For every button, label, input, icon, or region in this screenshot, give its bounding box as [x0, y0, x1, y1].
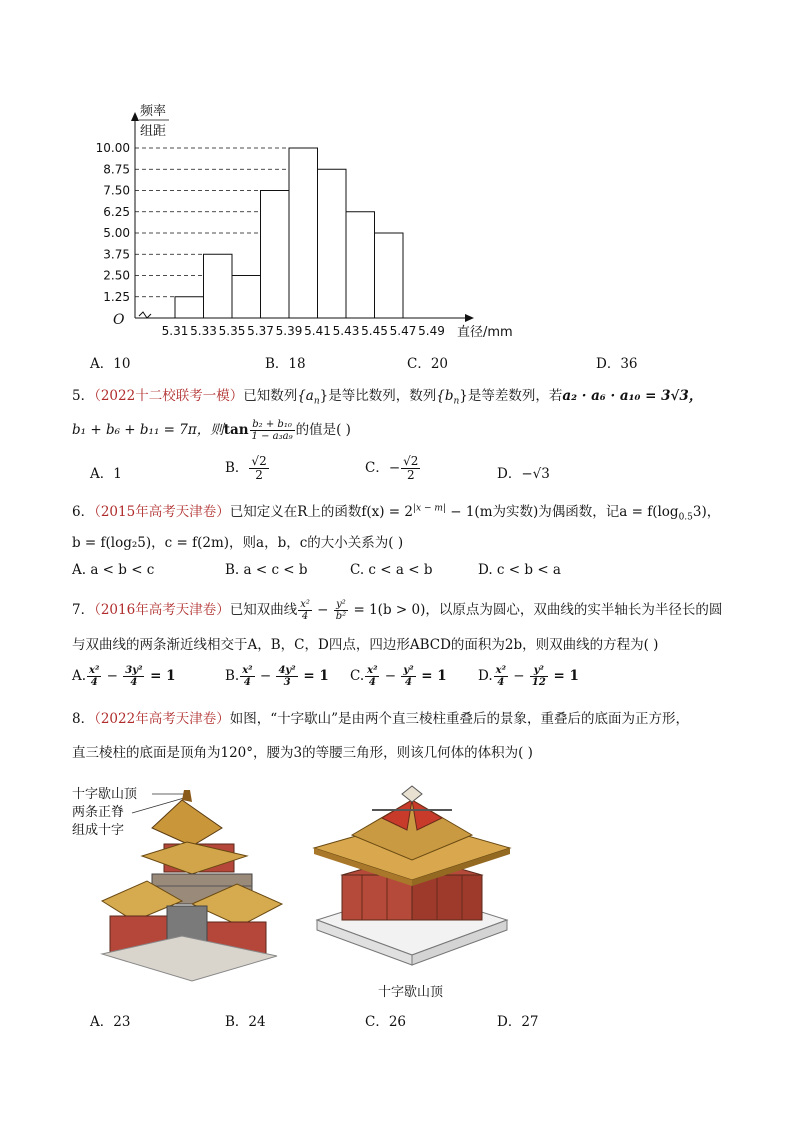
q8-option-b[interactable]: B．24 — [225, 1014, 266, 1030]
q8-text1: 如图，“十字歇山”是由两个直三棱柱重叠后的景象，重叠后的底面为正方形， — [229, 711, 690, 727]
x-tick-label: 5.43 — [332, 324, 360, 338]
q7-option-frac2 — [276, 665, 297, 688]
x-tick-label: 5.49 — [418, 324, 445, 338]
q4-option-a[interactable]: A．10 — [90, 356, 131, 372]
q7-option-frac1 — [240, 665, 254, 688]
q8-option-c[interactable]: C．26 — [365, 1014, 407, 1030]
q7-text2: = 1(b > 0)，以原点为圆心，双曲线的实半轴长为半径长的圆 — [349, 602, 723, 618]
x-tick-label: 5.31 — [161, 324, 189, 338]
y-tick-label: 5.00 — [103, 226, 130, 240]
q7-option-frac1 — [494, 665, 508, 688]
histogram-chart — [90, 100, 540, 345]
q7-option-b[interactable] — [225, 665, 329, 688]
q7-eq-frac-a — [298, 599, 312, 622]
q4-option-b[interactable]: B．18 — [265, 356, 306, 372]
y-tick-label: 3.75 — [103, 247, 130, 262]
q7-eq-b-den: b² — [335, 611, 347, 622]
q7-option-c[interactable] — [350, 665, 447, 688]
q5-option-b-label: B． — [225, 460, 249, 476]
q5-option-c-den: 2 — [406, 468, 415, 482]
q5-frac-den: 1 − a₃a₉ — [251, 431, 293, 442]
q6-number: 6． — [72, 504, 95, 520]
q7-number: 7． — [72, 602, 95, 618]
q7-option-label: D. — [478, 668, 493, 684]
histogram-bar — [175, 297, 204, 318]
q7-option-num1: x² — [242, 665, 253, 676]
q7-eq-b-num: y² — [334, 599, 348, 611]
origin-label: O — [113, 312, 125, 328]
q7-option-d[interactable] — [478, 665, 579, 688]
q5-text: 已知数列 — [243, 388, 298, 404]
q5-option-c-num: √2 — [403, 454, 419, 468]
q4-option-c[interactable]: C．20 — [407, 356, 449, 372]
q6-exponent: |x − m| — [413, 503, 446, 514]
q5-number: 5． — [72, 388, 95, 404]
cross-hip-roof-pavilion-image — [312, 780, 512, 980]
q6-text2: − 1(m为实数)为偶函数，记a = f(log — [445, 504, 679, 520]
q7-source: （2016年高考天津卷） — [94, 602, 230, 618]
q5-bn: {b — [436, 388, 454, 404]
q7-option-frac2 — [123, 665, 144, 688]
x-tick-label: 5.37 — [247, 324, 274, 338]
y-tick-label: 8.75 — [103, 162, 130, 177]
q5-condition1: a₂ · a₆ · a₁₀ = 3√3， — [562, 388, 703, 404]
q6-option-b[interactable]: B. a < c < b — [225, 562, 308, 578]
image-caption: 十字歇山顶 — [378, 985, 444, 1000]
histogram-bar — [261, 191, 290, 319]
axis-break — [139, 312, 151, 318]
q5-option-a[interactable]: A．1 — [90, 466, 122, 482]
y-tick-label: 7.50 — [103, 183, 130, 198]
q7-option-den2: 4 — [405, 677, 412, 688]
q7-option-eq: = 1 — [145, 668, 176, 684]
q5-source: （2022十二校联考一模） — [94, 388, 244, 404]
q5-option-d[interactable]: D．−√3 — [497, 466, 550, 482]
q6-source: （2015年高考天津卷） — [94, 504, 230, 520]
q6-line1 — [72, 500, 720, 523]
q8-line1 — [72, 707, 689, 727]
q7-option-num2: 4y² — [278, 665, 296, 676]
image-label-1: 十字歇山顶 — [72, 787, 138, 802]
q5-line2 — [72, 418, 351, 442]
y-axis-arrow — [131, 112, 139, 121]
q7-option-num2: y² — [403, 665, 414, 676]
q7-option-a[interactable] — [72, 665, 176, 688]
q7-option-label: B. — [225, 668, 240, 684]
q5-text3: }是等差数列，若 — [459, 388, 563, 404]
y-axis-label-top: 频率 — [140, 104, 167, 119]
q5-an: {a — [297, 388, 314, 404]
q5-option-c-frac — [401, 455, 420, 482]
x-tick-label: 5.41 — [304, 324, 331, 338]
q7-option-den2: 3 — [283, 677, 291, 688]
q7-option-minus: − — [255, 668, 276, 684]
y-tick-label: 6.25 — [103, 204, 130, 219]
q4-option-d[interactable]: D．36 — [596, 356, 638, 372]
q7-option-label: A. — [72, 668, 87, 684]
x-tick-label: 5.39 — [275, 324, 303, 338]
histogram-bar — [346, 212, 375, 318]
x-tick-label: 5.33 — [190, 324, 217, 338]
x-tick-label: 5.47 — [389, 324, 417, 338]
x-tick-label: 5.35 — [218, 324, 246, 338]
q7-option-eq: = 1 — [298, 668, 329, 684]
q7-option-num1: x² — [89, 665, 100, 676]
y-axis-label-bottom: 组距 — [140, 124, 167, 139]
x-axis-arrow — [465, 314, 474, 322]
q5-option-b-den: 2 — [255, 468, 263, 482]
q7-option-den2: 12 — [531, 677, 546, 688]
y-tick-label: 1.25 — [103, 289, 130, 304]
q5-bn-sub: n — [453, 396, 460, 407]
q7-option-label: C. — [350, 668, 365, 684]
q6-text1: 已知定义在R上的函数f(x) = 2 — [229, 504, 413, 520]
q5-option-b-frac — [249, 455, 268, 482]
q6-option-a[interactable]: A. a < b < c — [72, 562, 155, 578]
q5-tan: tan — [223, 422, 249, 438]
q7-option-num2: 3y² — [125, 665, 143, 676]
q7-option-den2: 4 — [130, 677, 138, 688]
q7-option-den1: 4 — [243, 677, 251, 688]
q7-eq-a-den: 4 — [301, 611, 309, 622]
q7-option-num1: x² — [495, 665, 506, 676]
q5-fraction — [250, 419, 295, 442]
histogram-bar — [289, 148, 318, 318]
histogram-bar — [204, 254, 233, 318]
x-tick-label: 5.45 — [361, 324, 388, 338]
q7-eq-a-num: x² — [300, 599, 310, 610]
q7-option-minus: − — [380, 668, 401, 684]
q5-option-c-label: C．− — [365, 460, 401, 476]
histogram-bar — [375, 233, 404, 318]
q8-number: 8． — [72, 711, 95, 727]
q5-frac-num: b₂ + b₁₀ — [250, 419, 295, 431]
q7-option-frac2 — [530, 665, 548, 688]
q8-line2: 直三棱柱的底面是顶角为120°，腰为3的等腰三角形，则该几何体的体积为( ) — [72, 745, 533, 761]
q8-option-a[interactable]: A．23 — [90, 1014, 131, 1030]
y-tick-label: 2.50 — [103, 268, 130, 283]
image-label-2: 两条正脊 — [72, 805, 125, 820]
q6-line2: b = f(log₂5)，c = f(2m)，则a，b，c的大小关系为( ) — [72, 535, 404, 551]
q7-option-frac1 — [87, 665, 101, 688]
q6-log-sub: 0.5 — [678, 512, 693, 523]
q7-line2: 与双曲线的两条渐近线相交于A，B，C，D四点，四边形ABCD的面积为2b，则双曲线的方程为( ) — [72, 637, 659, 653]
y-tick-label: 10.00 — [95, 141, 130, 155]
q7-option-minus: − — [102, 668, 123, 684]
cross-hip-roof-palace-image — [72, 786, 287, 986]
q7-option-minus: − — [508, 668, 529, 684]
histogram-bar — [318, 169, 347, 318]
q5-tail: 的值是( ) — [295, 422, 351, 438]
q5-an-sub: n — [313, 396, 320, 407]
q7-text1: 已知双曲线 — [229, 602, 298, 618]
q8-option-d[interactable]: D．27 — [497, 1014, 539, 1030]
x-axis-label: 直径/mm — [457, 325, 513, 340]
histogram-bar — [232, 276, 261, 319]
q8-source: （2022年高考天津卷） — [94, 711, 230, 727]
q7-option-num2: y² — [530, 665, 548, 677]
q7-minus: − — [312, 602, 333, 618]
q7-option-eq: = 1 — [548, 668, 579, 684]
q5-option-b-num: √2 — [251, 454, 267, 468]
q5-option-b[interactable] — [225, 455, 270, 482]
image-label-3: 组成十字 — [72, 823, 125, 838]
q5-condition2: b₁ + b₆ + b₁₁ = 7π，则 — [72, 422, 224, 438]
q5-option-c[interactable] — [365, 455, 421, 482]
q7-option-frac1 — [365, 665, 379, 688]
q6-option-c[interactable]: C. c < a < b — [350, 562, 433, 578]
q7-eq-frac-b — [334, 599, 348, 622]
q7-option-den1: 4 — [90, 677, 98, 688]
q7-option-eq: = 1 — [416, 668, 447, 684]
q6-text3: 3)， — [692, 504, 721, 520]
q7-option-den1: 4 — [368, 677, 376, 688]
q5-text2: }是等比数列，数列 — [319, 388, 437, 404]
q5-line1 — [72, 384, 702, 407]
q6-option-d[interactable]: D. c < b < a — [478, 562, 561, 578]
q7-option-frac2 — [401, 665, 415, 688]
q7-option-den1: 4 — [497, 677, 505, 688]
q7-line1 — [72, 598, 722, 622]
q7-option-num1: x² — [367, 665, 378, 676]
